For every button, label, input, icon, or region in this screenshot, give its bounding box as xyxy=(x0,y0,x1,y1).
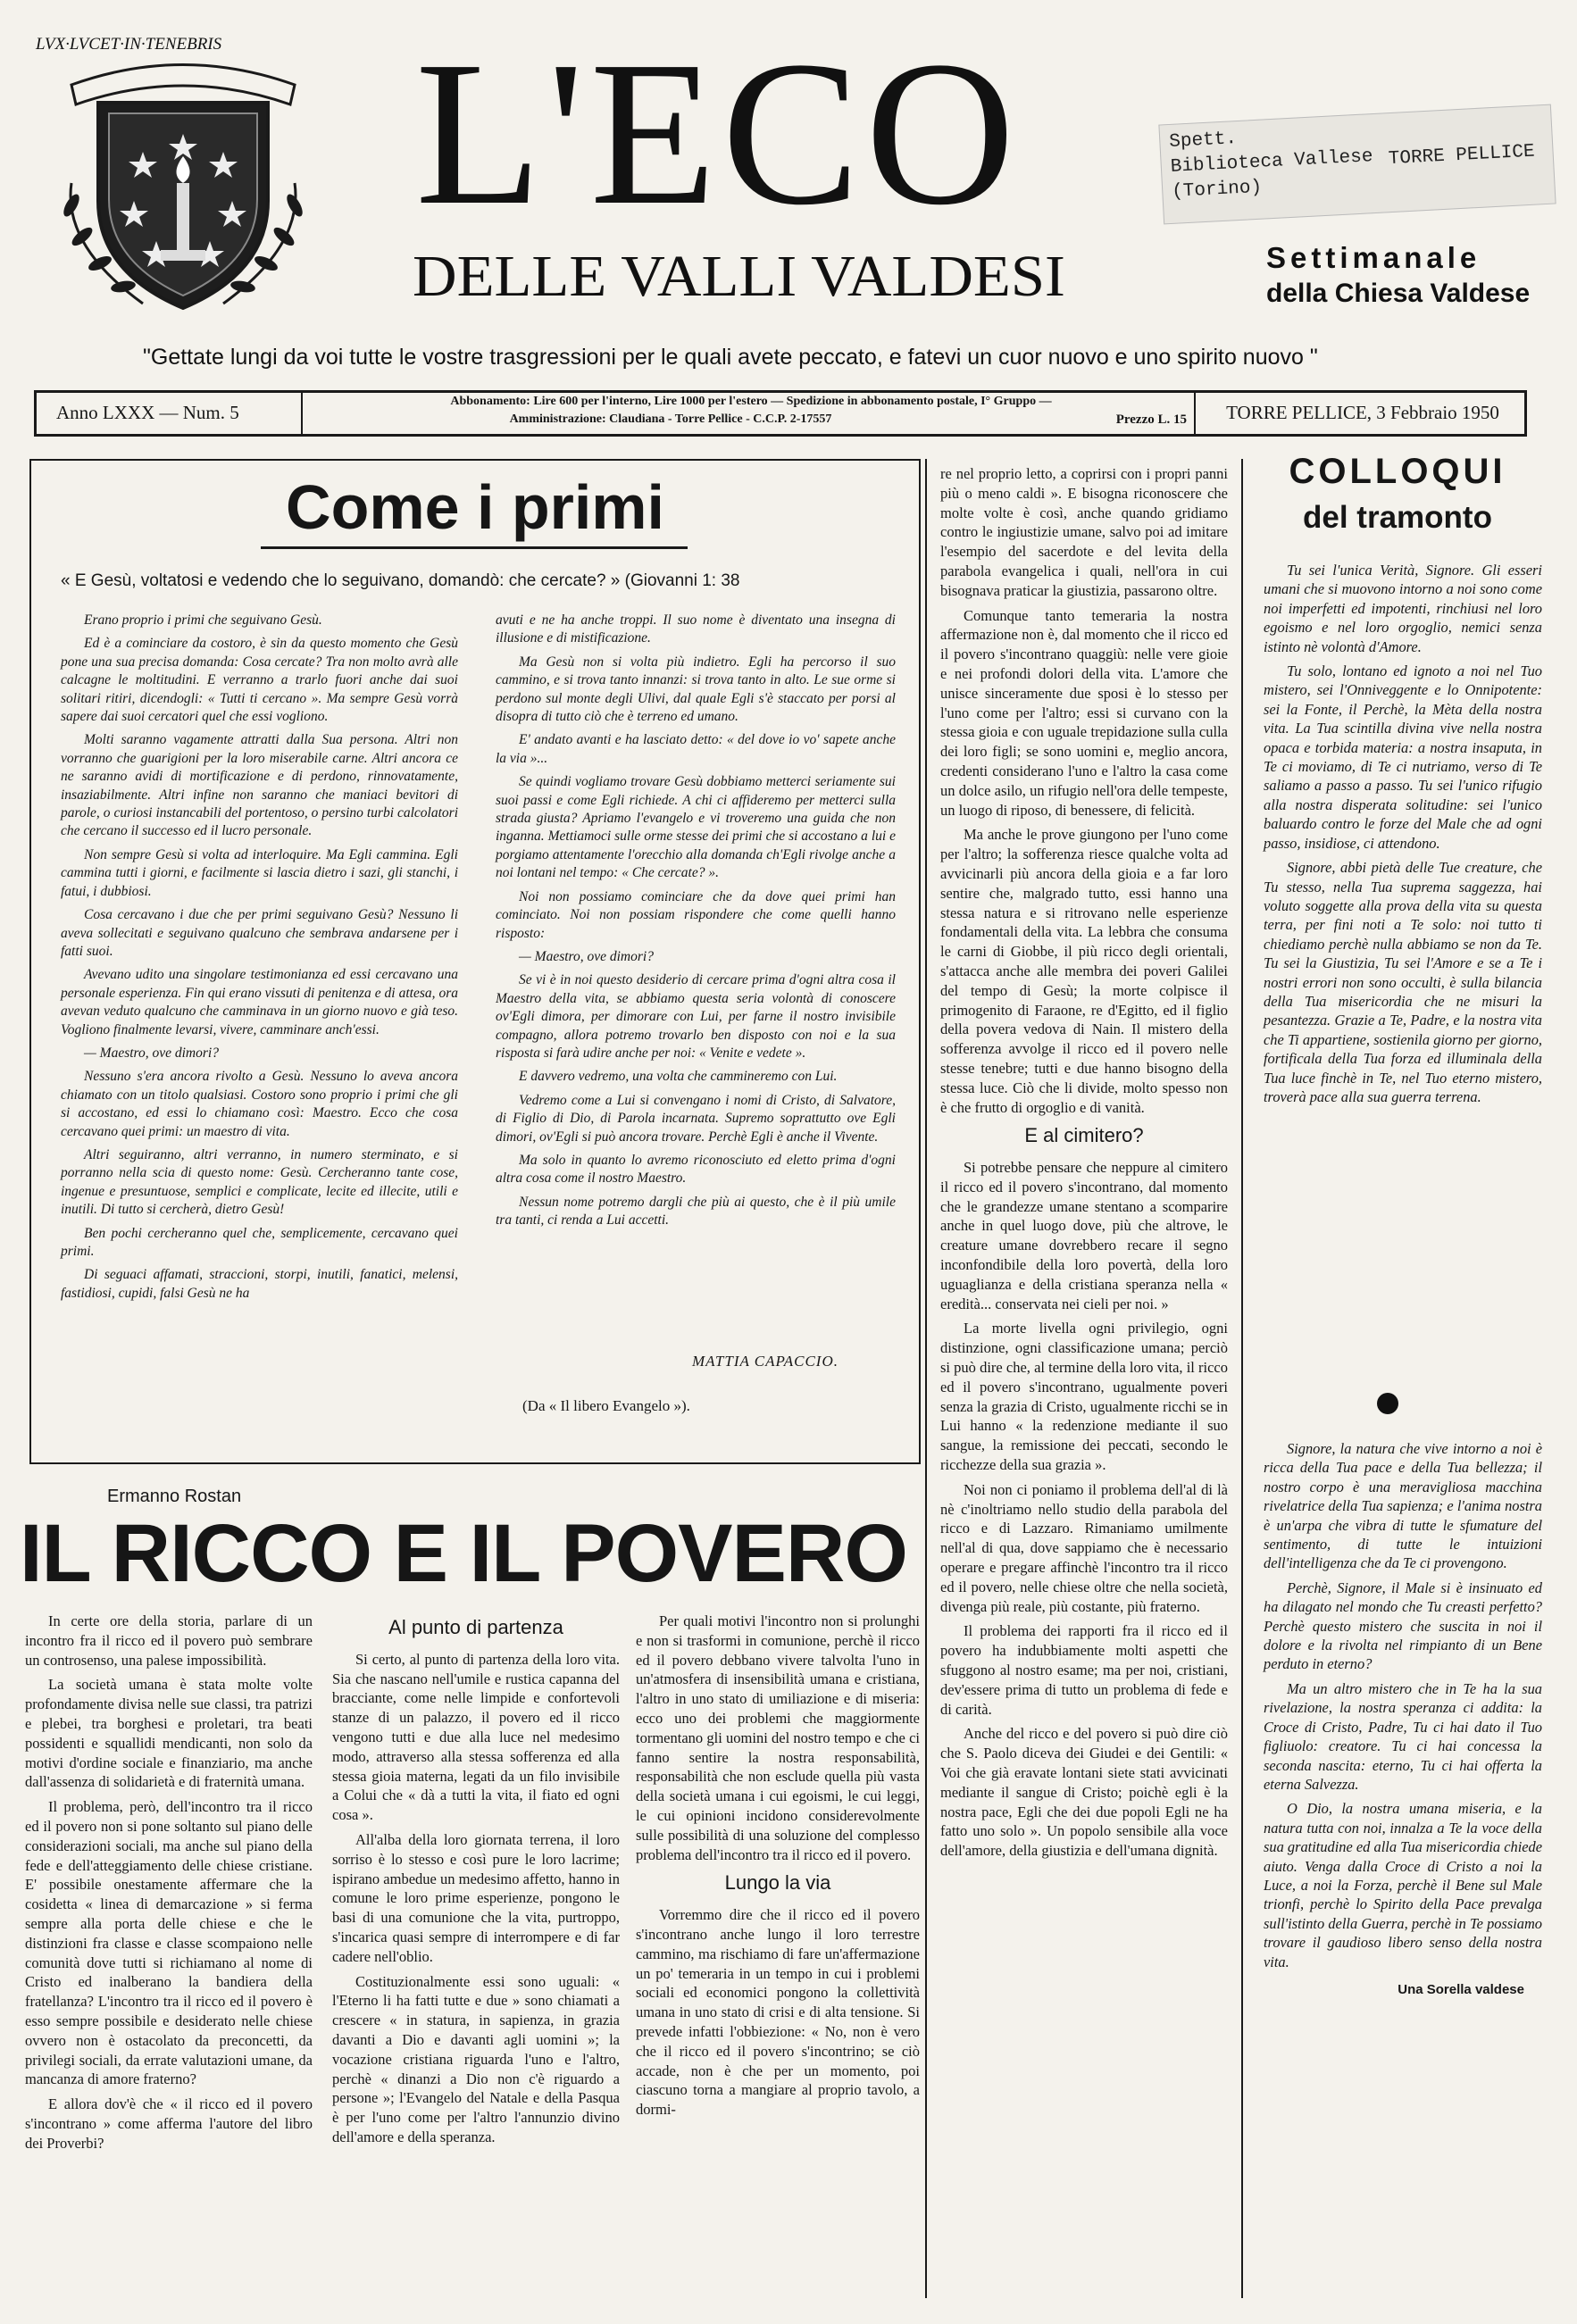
stamp-line: (Torino) xyxy=(1171,177,1263,203)
paragraph: Comunque tanto temeraria la nostra affermazione non è, dal momento che il ricco ed il povero s'incontrano quaggiù: nelle vere gioie e nei profondi dolori della vita. L'amore che unisce sinceramente due sposi è lo stesso per l'uno come per l'altro; essi si curvano con la stessa gioia e con uguale trepidazione sulla culla dei loro figli; se sono uomini e, meglio ancora, credenti considerano l'uno e l'altro la casa come un dolce asilo, un rifugio nell'ora delle tempeste, un luogo di riposo, di benessere, di felicità. xyxy=(940,606,1228,819)
tagline-church: della Chiesa Valdese xyxy=(1266,279,1531,308)
paragraph: Vedremo come a Lui si convengano i nomi di Cristo, di Salvatore, di Figlio di Dio, di Parola incarnata. Supremo soprattutto ove Egli dimori, ov'Egli si può ancora trovare. Perchè Egli è anche il Vivente. xyxy=(496,1092,896,1145)
paragraph: Noi non ci poniamo il problema dell'al di là nè c'inoltriamo nello studio della parabola del ricco e di Lazzaro. Rimaniamo umilmente nell'al di qua, dove sappiamo che è necessario operare e pregare affinchè l'incontro tra il ricco ed il povero, nelle chiese oltre che nella società, divenga più reale, più costante, più fraterno. xyxy=(940,1480,1228,1615)
paragraph: Il problema dei rapporti fra il ricco ed il povero ha indubbiamente molti aspetti che sfuggono al nostro esame; ma per noi, cristiani, dev'essere prima di tutto un problema di fede e di carità. xyxy=(940,1622,1228,1718)
article-headline: IL RICCO E IL POVERO xyxy=(20,1508,907,1599)
masthead-subtitle: DELLE VALLI VALDESI xyxy=(413,244,1065,309)
stamp-line: Spett. xyxy=(1168,129,1238,153)
stamp-line: TORRE PELLICE xyxy=(1388,141,1536,171)
article-column xyxy=(25,1612,313,2159)
paragraph: Nessuno s'era ancora rivolto a Gesù. Nessuno lo aveva ancora chiamato con un titolo qualsiasi. Costoro sono proprio i primi che gli si accostano, ed essi lo chiamano così: Maestro. Ecco che cosa cercavano quei primi: un maestro di vita. xyxy=(61,1069,458,1139)
paragraph: Il problema, però, dell'incontro tra il ricco ed il povero non si pone soltanto sul piano delle considerazioni sociali, ma anche sul piano della fede e dell'atteggiamento delle chiese cristiane. E' possibile onestamente affermare che la cosidetta « linea di demarcazione » si ferma sempre alla porta delle chiese e che le distinzioni fra classe e classe scompaiono nelle comunità dove tutti si richiamano al nome di Cristo ed inalberano la bandiera della fratellanza? L'incontro tra il ricco ed il povero è esso sempre possibile e desiderato nelle chiese ovvero non è ostacolato da preconcetti, da privilegi sociali, da errate valutazioni umane, da mancanza di amore fraterno? xyxy=(25,1798,313,2088)
emblem xyxy=(36,35,330,317)
paragraph: Costituzionalmente essi sono uguali: « l'Eterno li ha fatti tutte e due » sono chiamati a crescere « in statura, in sapienza, in grazia davanti a Dio e davanti agli uomini »; la vocazione cristiana riguarda l'uno e l'altro, perchè « dinanzi a Dio non c'è riguardo a persone »; l'Evangelo del Natale e della Pasqua è per l'uno come per l'altro l'annunzio divino dell'amore e della speranza. xyxy=(332,1972,620,2145)
paragraph: Ma un altro mistero che in Te ha la sua rivelazione, la nostra speranza ci addita: la Croce di Cristo, Padre, Tu ci hai dato il Tuo figliuolo: creatore. Tu ci hai concessa la seconda nascita: eterno, Tu ci hai offerta la eterna Salvezza. xyxy=(1264,1679,1542,1793)
price: Prezzo L. 15 xyxy=(1115,412,1187,427)
paragraph: Ben pochi cercheranno quel che, semplicemente, cercavano quei primi. xyxy=(61,1225,458,1259)
paragraph: Ed è a cominciare da costoro, è sin da questo momento che Gesù pone una sua precisa domanda: Cosa cercate? Tra non molto avrà alle calcagne le moltitudini. E verranno a trarlo fuori anche dai suoi solitari ritiri, dicendogli: « Tutti ti cercano ». Ma sempre Gesù vorrà sapere dai suoi cercatori quel che essi vogliono. xyxy=(61,636,458,725)
info-bar xyxy=(34,390,1527,437)
paragraph: Per quali motivi l'incontro non si prolunghi e non si trasformi in comunione, perchè il ricco ed il povero debbano vivere talvolta l'uno in un'atmosfera di insensibilità umana e cristiana, l'altro in uno stato di umiliazione e di miseria: ecco uno dei problemi che maggiormente tormentano gli uomini del nostro tempo e che ci fanno sentire la nostra responsabilità, responsabilità che non esclude quella più vasta della società umana i cui egoismi, le cui leggi, le cui opinioni incidono considerevolmente sulle possibilità di una soluzione del complesso problema dell'incontro tra il ricco ed il povero. xyxy=(636,1612,920,1863)
tagline-weekly: Settimanale xyxy=(1266,241,1481,274)
info-divider xyxy=(1194,393,1196,434)
paragraph: La morte livella ogni privilegio, ogni distinzione, ogni classificazione umana; perciò si può dire che, al termine della loro vita, il ricco ed il povero s'incontrano, ugualmente poveri senza la grazia di Cristo, ugualmente ricchi se in Lui hanno « la redenzione mediante il suo sangue, la remissione dei peccati, secondo le ricchezze della sua grazia ». xyxy=(940,1320,1228,1474)
colloqui-signature: Una Sorella valdese xyxy=(1398,1981,1524,1997)
administration-info: Amministrazione: Claudiana - Torre Pellice - C.C.P. 2-17557 xyxy=(509,412,832,426)
paragraph: Cosa cercavano i due che per primi seguivano Gesù? Nessuno li aveva sollecitati e seguivano qualcuno che sembrava andarsene per i fatti suoi. xyxy=(61,907,458,959)
colloqui-column xyxy=(1264,561,1542,1112)
paragraph: re nel proprio letto, a coprirsi con i propri panni più o meno caldi ». E bisogna riconoscere che molte volte è così, anche quando gridiamo contro le ingiustizie umane, salvo poi ad imitare l'esempio del sacerdote e del levita della parabola evangelica i quali, nell'ora in cui bisognava praticar la giustizia, passarono oltre. xyxy=(940,465,1228,599)
paragraph: Si certo, al punto di partenza della loro vita. Sia che nascano nell'umile e rustica capanna del bracciante, come nelle limpide e confortevoli stanze di un palazzo, il povero ed il ricco vengono tutti e due alla luce nel medesimo modo, attraverso alla stessa sofferenza ed alla stessa gioia materna, legati da un filo invisibile a Colui che « dà a tutti la vita, il fiato ed ogni cosa ». xyxy=(332,1650,620,1824)
paragraph: La società umana è stata molte volte profondamente divisa nelle sue classi, tra patrizi e plebei, tra borghesi e proletari, tra beati possidenti e squallidi mendicanti, non solo da motivi d'ordine sociale e finanziario, ma anche dall'assenza di solidarietà e di fraternità umana. xyxy=(25,1676,313,1791)
paragraph: Se vi è in noi questo desiderio di cercare prima d'ogni altra cosa il Maestro della vita, se abbiamo questa seria volontà di conoscere ov'Egli dimora, per dimorare con Lui, per farne il nostro invisibile compagno, allora potremo trovarlo ben disposto con noi e la sua risposta si farà udire anche per noi: « Venite e vedete ». xyxy=(496,972,896,1061)
paragraph: — Maestro, ove dimori? xyxy=(519,948,654,964)
colloqui-subtitle: del tramonto xyxy=(1303,500,1492,535)
paragraph: Ma solo in quanto lo avremo riconosciuto ed eletto prima d'ogni altra cosa come il nostro Maestro. xyxy=(496,1152,896,1187)
masthead-motto: "Gettate lungi da voi tutte le vostre trasgressioni per le quali avete peccato, e fatevi un cuor nuovo e uno spirito nuovo " xyxy=(143,345,1318,370)
paragraph: Di seguaci affamati, straccioni, storpi, inutili, fanatici, melensi, fastidiosi, cupidi, falsi Gesù ne ha xyxy=(61,1267,458,1301)
paragraph: Tu sei l'unica Verità, Signore. Gli esseri umani che si muovono intorno a noi sono come noi imperfetti ed impotenti, rinchiusi nel loro egoismo e nel loro orgoglio, nemici senza istinto nè volontà d'Amore. xyxy=(1264,562,1542,655)
paragraph: Signore, la natura che vive intorno a noi è ricca della Tua pace e della Tua bellezza; il nostro corpo è una meravigliosa macchina rivelatrice della Tua sapienza; e l'anima nostra è un'arpa che vibra di tutte le sfumature del sentimento, di tutte le intuizioni dell'intelligenza che da Te ci provengono. xyxy=(1264,1440,1542,1572)
colloqui-title: COLLOQUI xyxy=(1289,452,1506,491)
article-column xyxy=(496,612,896,1236)
paragraph: Avevano udito una singolare testimonianza ed essi cercavano una personale esperienza. Fin qui erano vissuti di penitenza e di attesa, ora avevan veduto qualcuno che camminava in un giorno nuovo e già teso. Vogliono finalmente levarsi, vivere, camminare anch'essi. xyxy=(61,967,458,1037)
paragraph: Ma anche le prove giungono per l'uno come per l'altro; la sofferenza riesce qualche volta ad avvicinarli più ancora della gioia e a far loro sentire che, malgrado tutto, essi hanno una stessa natura e si ritrovano nelle esperienze fondamentali della vita. La lebbra che consuma le carni di Giobbe, il più ricco degli orientali, s'attacca anche alle membra dei poveri Galilei del tempo di Gesù; la morte colpisce il primogenito di Faraone, re d'Egitto, ed il figlio della povera vedova di Nain. Il mistero della sofferenza avvolge il ricco ed il povero nelle stesse tenebre; tutti e due hanno bisogno della stessa luce. Ciò che li divide, molto spesso non è che frutto di orgoglio e di vanità. xyxy=(940,826,1228,1116)
paragraph: — Maestro, ove dimori? xyxy=(84,1045,219,1061)
paragraph: Perchè, Signore, il Male si è insinuato ed ha dilagato nel mondo che Tu creasti perfetto? Perchè questo mistero che suscita in noi il dolore e la rivolta nel rimpianto di un Bene perduto in eterno? xyxy=(1264,1578,1542,1673)
paragraph: Si potrebbe pensare che neppure al cimitero il ricco ed il povero s'incontrano, dal momento che le grandezze umane stentano a scomparire anche in quel luogo dove, più che altrove, le creature umane dovrebbero recare il segno inconfondibile della loro povertà, della loro uguaglianza e della cristiana speranza nella « eredità... conservata nei cieli per noi. » xyxy=(940,1159,1228,1312)
paragraph: Se quindi vogliamo trovare Gesù dobbiamo metterci seriamente sui suoi passi e come Egli richiede. A chi ci affideremo per metterci sulla strada giusta? Apriamo l'evangelo e vi troveremo una guida che non inganna. Mettiamoci sulle orme stesse dei primi che si accostano a lui e porgiamo attentamente l'orecchio alla domanda ch'Egli rivolge anche a noi lontani nel tempo: « Che cercate? ». xyxy=(496,774,896,881)
place-date: TORRE PELLICE, 3 Febbraio 1950 xyxy=(1226,402,1499,423)
paragraph: O Dio, la nostra umana miseria, e la natura tutta con noi, innalza a Te la voce della sua gratitudine ed alla Tua misericordia chiede aiuto. Venga dalla Croce di Cristo a noi la Luce, a noi la Forza, perchè il Bene sul Male trionfi, perchè lo Spirito della Pace prevalga sull'istinto della Guerra, perchè in Te possiamo trovare il gaudioso libero senso della nostra vita. xyxy=(1264,1800,1542,1970)
info-divider xyxy=(301,393,303,434)
issue-number: Anno LXXX — Num. 5 xyxy=(56,402,239,423)
section-heading: Al punto di partenza xyxy=(388,1616,563,1638)
paragraph: Ma Gesù non si volta più indietro. Egli ha percorso il suo cammino, e si trova tanto innanzi: si trova tanto in alto. Le sue orme si perdono sul monte degli Ulivi, dal quale Egli s'è staccato per porsi al disopra di tutto ciò che è terreno ed umano. xyxy=(496,654,896,725)
paragraph: Vorremmo dire che il ricco ed il povero s'incontrano anche lungo il loro terrestre cammino, ma rischiamo di fare un'affermazione un po' temeraria in un tempo in cui i problemi sociali ed economici pongono la collettività umana in uno stato di crisi e di alta tensione. Si prevede infatti l'obbiezione: « No, non è vero che il ricco ed il povero s'incontrino; se ciò accade, non è che per un momento, poi ciascuno torna a mangiare al proprio tavolo, a dormi- xyxy=(636,1906,920,2119)
subscription-info: Abbonamento: Lire 600 per l'interno, Lire 1000 per l'estero — Spedizione in abbonamento postale, I° Gruppo — xyxy=(450,395,1052,408)
article-epigraph: « E Gesù, voltatosi e vedendo che lo seguivano, domandò: che cercate? » (Giovanni 1: 38 xyxy=(61,571,740,590)
colloqui-column xyxy=(1264,1439,1542,1999)
paragraph: avuti e ne ha anche troppi. Il suo nome è diventato una insegna di illusione e di mistificazione. xyxy=(496,612,896,646)
paragraph: E davvero vedremo, una volta che cammineremo con Lui. xyxy=(519,1069,838,1085)
bullet-separator xyxy=(1377,1393,1398,1414)
paragraph: Anche del ricco e del povero si può dire ciò che S. Paolo diceva dei Giudei e dei Gentili: « Voi che già eravate lontani siete stati avvicinati mediante il sangue di Cristo; poichè egli è la nostra pace, Egli che dei due popoli Egli ne ha fatto uno solo ». Un popolo sensibile alla voce dell'amore, della giustizia e dell'umana dignità. xyxy=(940,1725,1228,1860)
article-column xyxy=(61,612,458,1308)
article-author: MATTIA CAPACCIO. xyxy=(692,1353,839,1370)
paragraph: Noi non possiamo cominciare che da dove quei primi han cominciato. Noi non possiam rispondere che come quelli hanno risposto: xyxy=(496,888,896,941)
article-title: Come i primi xyxy=(286,472,664,542)
paragraph: Nessun nome potremo dargli che più ai questo, che è il più umile tra tanti, ci renda a Lui accetti. xyxy=(496,1194,896,1229)
paragraph: E allora dov'è che « il ricco ed il povero s'incontrano » come afferma l'autore del libro dei Proverbi? xyxy=(25,2095,313,2152)
article-source: (Da « Il libero Evangelo »). xyxy=(522,1397,690,1414)
continued-column xyxy=(940,464,1228,1866)
section-heading: E al cimitero? xyxy=(1024,1124,1144,1147)
article-column xyxy=(332,1618,620,2153)
stamp-line: Biblioteca Vallese xyxy=(1170,146,1374,178)
section-heading: Lungo la via xyxy=(724,1871,831,1895)
article-byline: Ermanno Rostan xyxy=(107,1487,242,1506)
paragraph: E' andato avanti e ha lasciato detto: « del dove io vo' sapete anche la via »... xyxy=(496,732,896,766)
paragraph: Molti saranno vagamente attratti dalla Sua persona. Altri non vorranno che guarigioni per la loro miserabile carne. Altri ancora ce ne saranno avidi di mortificazione e di perdono, rinnovatamente, insaziabilmente. Altri infine non saranno che maniaci bevitori di parole, o curiosi instancabili del portentoso, o persino turbi calcolatori che cercano il successo ed il lucro personale. xyxy=(61,732,458,839)
paragraph: Erano proprio i primi che seguivano Gesù. xyxy=(84,612,322,628)
paragraph: Altri seguiranno, altri verranno, in numero sterminato, e si porranno nella scia di questo nome: Gesù. Cercheranno tante cose, ingenue e presuntuose, semplici e complicate, lecite ed illecite, utili e inutili. Di tutto si cercherà, dietro Gesù! xyxy=(61,1146,458,1218)
paragraph: Non sempre Gesù si volta ad interloquire. Ma Egli cammina. Egli cammina tutti i giorni, e facilmente si lascia dietro i sazi, gli stanchi, i fatui, i dubbiosi. xyxy=(61,846,458,899)
title-underline xyxy=(261,546,688,549)
emblem-motto: LVX·LVCET·IN·TENEBRIS xyxy=(36,35,222,54)
article-column xyxy=(636,1612,920,2125)
paragraph: In certe ore della storia, parlare di un incontro fra il ricco ed il povero può sembrare un controsenso, una palese impossibilità. xyxy=(25,1612,313,1669)
masthead-title: L'ECO xyxy=(415,19,1021,248)
library-stamp xyxy=(1158,104,1556,225)
paragraph: Tu solo, lontano ed ignoto a noi nel Tuo mistero, sei l'Onniveggente e lo Onnipotente: sei la Fonte, il Perchè, la Mèta della nostra vita. La Tua scintilla divina vive nella nostra opaca e torbida materia: a nostra insaputa, in Te ci moviamo, di Te ci nutriamo, verso di Te saliamo a passo a passo. Tu sei l'unico rifugio alla nostra disperata solitudine: sei l'unico baluardo contro le forze del Male che ad ogni passo, insidiose, ci attendono. xyxy=(1264,662,1542,852)
column-divider xyxy=(1241,459,1243,2298)
paragraph: All'alba della loro giornata terrena, il loro sorriso è lo stesso e così pure le loro lacrime; ispirano ambedue un medesimo affetto, hanno in comune le loro prime esperienze, pongono le basi di una comunione che la vita, purtroppo, s'incarica quasi sempre di interrompere e di far cadere nell'oblio. xyxy=(332,1830,620,1965)
column-divider xyxy=(925,459,927,2298)
paragraph: Signore, abbi pietà delle Tue creature, che Tu stesso, nella Tua suprema saggezza, hai voluto soggette alla prova della vita su questa terra, per fini noti a Te solo: noi tutto ti chiediamo perchè nulla abbiamo se non da Te. Tu sei la Giustizia, Tu sei l'Amore e se a Te i nostri errori non sono occulti, è sulla bilancia della Tua misericordia che ne misuri la pesantezza. Grazie a Te, Padre, e la nostra vita che Ti appartiene, sostienila giorno per giorno, fortificala della Tua forza ed illuminala della Tua luce finchè in Te, nel Tuo eterno mistero, troverà pace alla sua guerra terrena. xyxy=(1264,859,1542,1105)
